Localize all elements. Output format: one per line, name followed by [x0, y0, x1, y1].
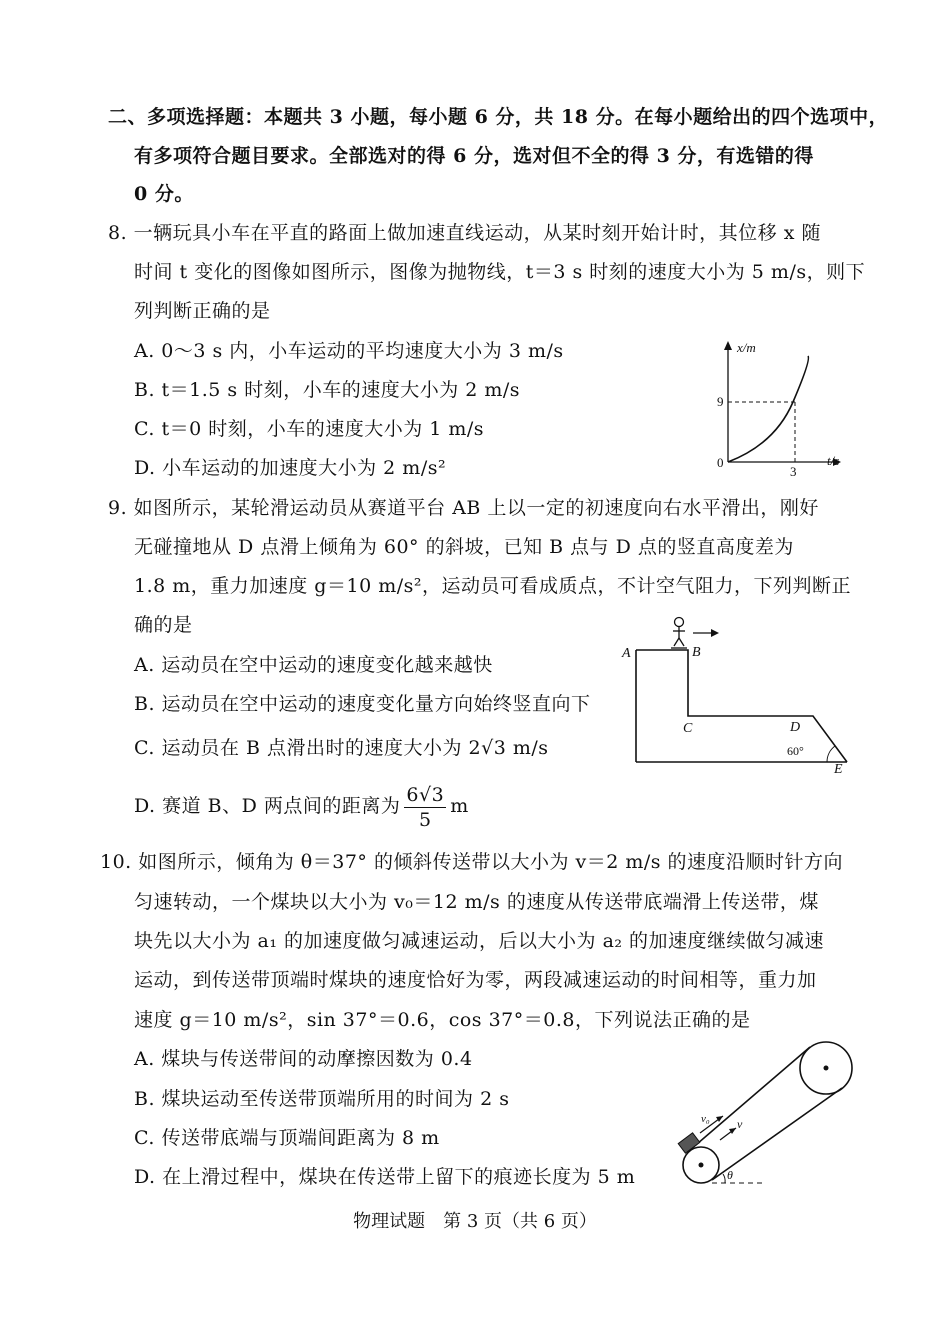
q10-option-b: B. 煤块运动至传送带顶端所用的时间为 2 s — [134, 1088, 510, 1110]
label-a: A — [622, 646, 631, 661]
q9-option-d-unit: m — [450, 795, 469, 817]
label-d: D — [790, 720, 801, 735]
graph-ylabel: x/m — [737, 340, 756, 355]
q9-stem-line3: 1.8 m，重力加速度 g＝10 m/s²，运动员可看成质点，不计空气阻力，下列判断正 — [134, 575, 851, 597]
q10-stem-line5: 速度 g＝10 m/s²，sin 37°＝0.6，cos 37°＝0.8，下列说法正确的是 — [134, 1009, 751, 1031]
fraction-denominator: 5 — [419, 808, 432, 831]
coal-block — [678, 1133, 700, 1153]
label-c: C — [683, 721, 693, 736]
q9-ramp-figure — [615, 612, 855, 777]
parabola-curve — [728, 356, 808, 462]
q9-option-c: C. 运动员在 B 点滑出时的速度大小为 2√3 m/s — [134, 737, 549, 759]
q8-stem-line2: 时间 t 变化的图像如图所示，图像为抛物线，t＝3 s 时刻的速度大小为 5 m/s，则下 — [134, 261, 866, 283]
label-e: E — [834, 762, 843, 777]
q10-stem-line2: 匀速转动，一个煤块以大小为 v₀＝12 m/s 的速度从传送带底端滑上传送带，煤 — [134, 891, 819, 913]
graph-origin: 0 — [717, 455, 724, 470]
q8-option-a: A. 0～3 s 内，小车运动的平均速度大小为 3 m/s — [134, 340, 564, 362]
label-b: B — [692, 645, 701, 660]
q9-stem-line1: 9. 如图所示，某轮滑运动员从赛道平台 AB 上以一定的初速度向右水平滑出，刚好 — [108, 497, 819, 519]
label-v: v — [737, 1117, 743, 1131]
q9-option-d — [134, 780, 469, 832]
q8-option-d: D. 小车运动的加速度大小为 2 m/s² — [134, 457, 447, 479]
label-angle: 60° — [787, 744, 804, 758]
q9-option-a: A. 运动员在空中运动的速度变化越来越快 — [134, 654, 493, 676]
q8-option-b: B. t＝1.5 s 时刻，小车的速度大小为 2 m/s — [134, 379, 521, 401]
graph-xlabel: t/s — [827, 453, 840, 468]
q10-option-a: A. 煤块与传送带间的动摩擦因数为 0.4 — [134, 1048, 473, 1070]
section-header-line1: 二、多项选择题：本题共 3 小题，每小题 6 分，共 18 分。在每小题给出的四个选项中， — [108, 106, 889, 128]
section-header-line2: 有多项符合题目要求。全部选对的得 6 分，选对但不全的得 3 分，有选错的得 — [134, 145, 814, 167]
section-header-line3: 0 分。 — [134, 183, 194, 205]
fraction-numerator: 6√3 — [406, 783, 445, 806]
q9-option-d-fraction — [404, 783, 446, 832]
q9-option-d-prefix: D. 赛道 B、D 两点间的距离为 — [134, 795, 401, 817]
label-v0: v₀ — [701, 1113, 710, 1125]
page-footer: 物理试题 第 3 页（共 6 页） — [353, 1211, 597, 1232]
q10-stem-line4: 运动，到传送带顶端时煤块的速度恰好为零，两段减速运动的时间相等，重力加 — [134, 969, 817, 991]
q8-stem-line3: 列判断正确的是 — [134, 300, 271, 322]
q10-option-d: D. 在上滑过程中，煤块在传送带上留下的痕迹长度为 5 m — [134, 1166, 636, 1188]
q9-stem-line2: 无碰撞地从 D 点滑上倾角为 60° 的斜坡，已知 B 点与 D 点的竖直高度差为 — [134, 536, 794, 558]
q10-conveyor-figure — [665, 1040, 865, 1190]
graph-xtick-3: 3 — [790, 464, 797, 476]
label-theta: θ — [727, 1168, 733, 1182]
q10-stem-line3: 块先以大小为 a₁ 的加速度做匀减速运动，后以大小为 a₂ 的加速度继续做匀减速 — [134, 930, 825, 952]
q9-option-b: B. 运动员在空中运动的速度变化量方向始终竖直向下 — [134, 693, 591, 715]
skater-head — [675, 618, 684, 627]
graph-ytick-9: 9 — [717, 394, 724, 409]
q8-option-c: C. t＝0 时刻，小车的速度大小为 1 m/s — [134, 418, 485, 440]
q10-option-c: C. 传送带底端与顶端间距离为 8 m — [134, 1127, 440, 1149]
q9-stem-line4: 确的是 — [134, 614, 193, 636]
q8-stem-line1: 8. 一辆玩具小车在平直的路面上做加速直线运动，从某时刻开始计时，其位移 x 随 — [108, 222, 821, 244]
q10-stem-line1: 10. 如图所示，倾角为 θ＝37° 的倾斜传送带以大小为 v＝2 m/s 的速度沿顺时针方向 — [100, 851, 844, 873]
q8-xt-graph — [715, 336, 855, 476]
